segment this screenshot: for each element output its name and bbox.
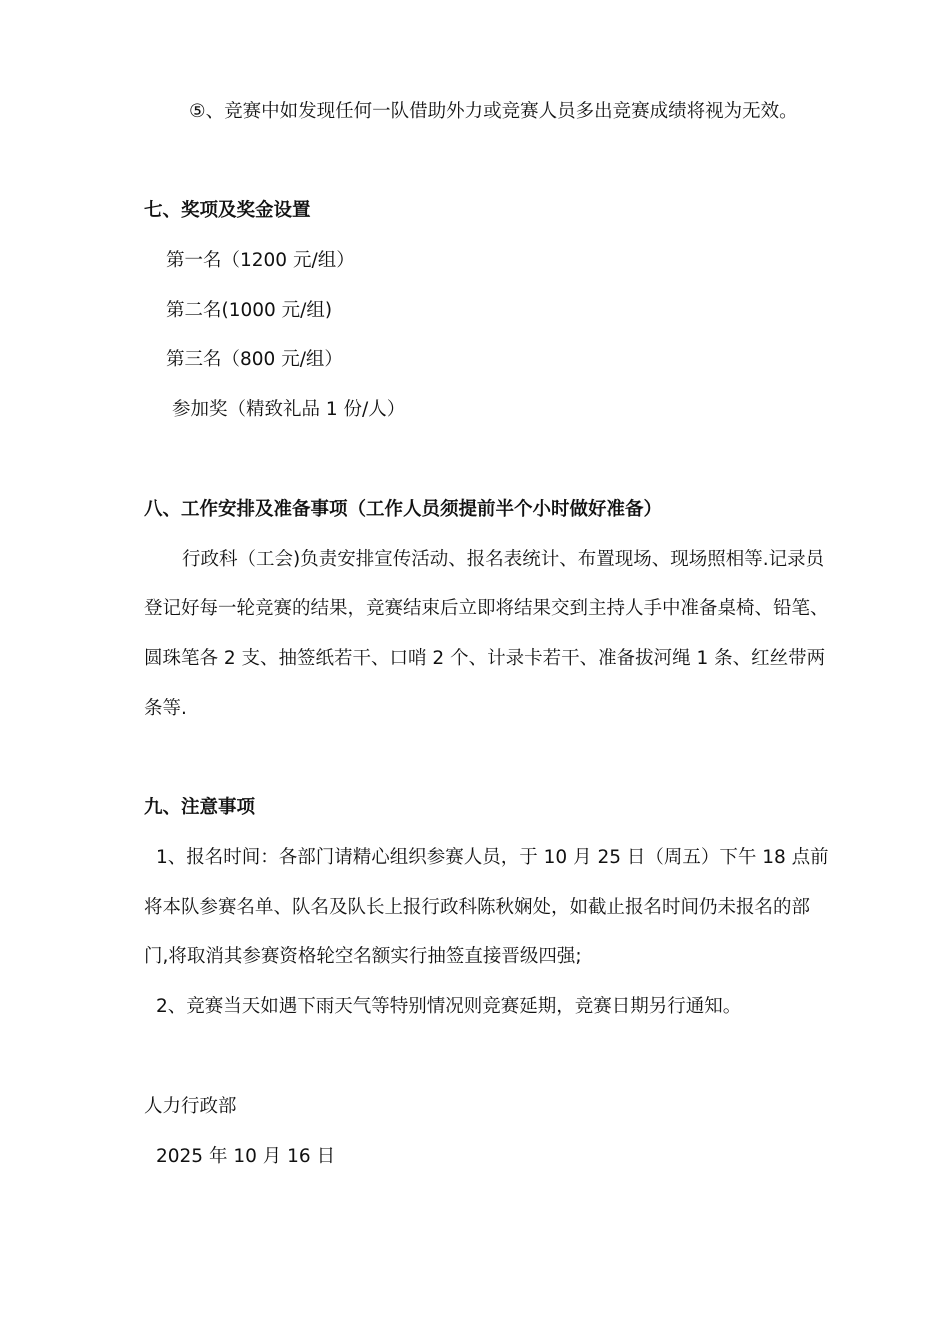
section-7-heading: 七、奖项及奖金设置 <box>144 200 311 221</box>
signature-department: 人力行政部 <box>144 1096 237 1117</box>
section-8-paragraph-line: 登记好每一轮竞赛的结果，竞赛结束后立即将结果交到主持人手中准备桌椅、铅笔、 <box>144 598 829 619</box>
rule-item-5: ⑤、竞赛中如发现任何一队借助外力或竞赛人员多出竞赛成绩将视为无效。 <box>189 101 798 122</box>
note-1-line: 1、报名时间：各部门请精心组织参赛人员，于 10 月 25 日（周五）下午 18 点前 <box>156 847 829 868</box>
section-8-paragraph-line: 圆珠笔各 2 支、抽签纸若干、口哨 2 个、计录卡若干、准备拔河绳 1 条、红丝带两 <box>144 648 826 669</box>
note-1-line: 门,将取消其参赛资格轮空名额实行抽签直接晋级四强; <box>144 946 582 967</box>
note-2: 2、竞赛当天如遇下雨天气等特别情况则竞赛延期，竞赛日期另行通知。 <box>156 996 742 1017</box>
section-8-heading: 八、工作安排及准备事项（工作人员须提前半个小时做好准备） <box>144 499 663 520</box>
note-1-line: 将本队参赛名单、队名及队长上报行政科陈秋娴处，如截止报名时间仍未报名的部 <box>144 897 811 918</box>
section-9-heading: 九、注意事项 <box>144 797 256 818</box>
section-8-paragraph-line: 条等. <box>144 698 187 719</box>
prize-first: 第一名（1200 元/组） <box>166 250 355 271</box>
section-8-paragraph-line: 行政科（工会)负责安排宣传活动、报名表统计、布置现场、现场照相等.记录员 <box>182 549 825 570</box>
prize-third: 第三名（800 元/组） <box>166 349 343 370</box>
prize-participation: 参加奖（精致礼品 1 份/人） <box>172 399 406 420</box>
prize-second: 第二名(1000 元/组) <box>166 300 333 321</box>
signature-date: 2025 年 10 月 16 日 <box>156 1146 336 1167</box>
